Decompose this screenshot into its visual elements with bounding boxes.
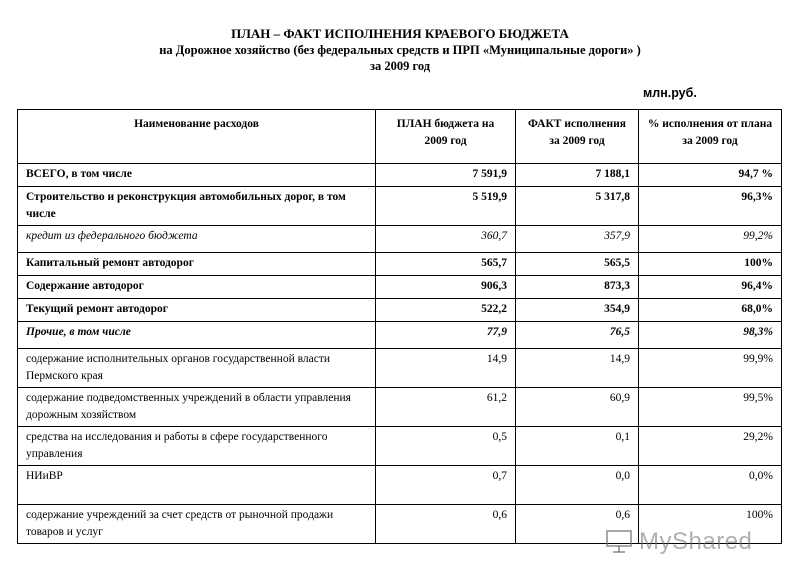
table-row	[18, 226, 782, 253]
row-plan: 5 519,9	[376, 187, 516, 226]
row-plan: 0,7	[376, 466, 516, 505]
row-percent: 99,9%	[639, 349, 782, 388]
presentation-icon	[605, 528, 633, 554]
unit-label: млн.руб.	[643, 86, 697, 100]
row-plan: 7 591,9	[376, 164, 516, 187]
row-percent: 99,2%	[639, 226, 782, 253]
title-line-3: за 2009 год	[369, 59, 431, 73]
row-fact: 565,5	[516, 253, 639, 276]
row-fact: 5 317,8	[516, 187, 639, 226]
row-fact: 76,5	[516, 322, 639, 349]
row-percent: 68,0%	[639, 299, 782, 322]
table-row	[18, 164, 782, 187]
header-name: Наименование расходов	[18, 110, 376, 164]
table-row	[18, 322, 782, 349]
row-fact: 357,9	[516, 226, 639, 253]
header-fact: ФАКТ исполнения за 2009 год	[516, 110, 639, 164]
title-line-2: на Дорожное хозяйство (без федеральных средств и ПРП «Муниципальные дороги» )	[159, 43, 641, 57]
title-line-1: ПЛАН – ФАКТ ИСПОЛНЕНИЯ КРАЕВОГО БЮДЖЕТА	[231, 26, 569, 41]
row-percent: 96,3%	[639, 187, 782, 226]
row-plan: 906,3	[376, 276, 516, 299]
row-percent: 0,0%	[639, 466, 782, 505]
row-name: содержание исполнительных органов государственной власти Пермского края	[18, 349, 376, 388]
table-row	[18, 276, 782, 299]
header-plan: ПЛАН бюджета на 2009 год	[376, 110, 516, 164]
row-name: Капитальный ремонт автодорог	[18, 253, 376, 276]
table-row	[18, 187, 782, 226]
row-plan: 565,7	[376, 253, 516, 276]
row-plan: 61,2	[376, 388, 516, 427]
row-name: содержание подведомственных учреждений в области управления дорожным хозяйством	[18, 388, 376, 427]
watermark	[605, 528, 752, 556]
row-fact: 0,1	[516, 427, 639, 466]
row-plan: 77,9	[376, 322, 516, 349]
row-fact: 0,6	[516, 505, 639, 544]
table-row	[18, 349, 782, 388]
row-plan: 0,6	[376, 505, 516, 544]
row-name: ВСЕГО, в том числе	[18, 164, 376, 187]
row-name: кредит из федерального бюджета	[18, 226, 376, 253]
header-percent: % исполнения от плана за 2009 год	[639, 110, 782, 164]
budget-table	[17, 109, 782, 544]
row-percent: 99,5%	[639, 388, 782, 427]
table-row	[18, 466, 782, 505]
row-percent: 98,3%	[639, 322, 782, 349]
row-name: средства на исследования и работы в сфере государственного управления	[18, 427, 376, 466]
row-fact: 0,0	[516, 466, 639, 505]
row-name: Содержание автодорог	[18, 276, 376, 299]
row-percent: 100%	[639, 505, 782, 544]
table-row	[18, 388, 782, 427]
row-plan: 0,5	[376, 427, 516, 466]
row-name: Текущий ремонт автодорог	[18, 299, 376, 322]
row-fact: 354,9	[516, 299, 639, 322]
row-plan: 360,7	[376, 226, 516, 253]
watermark-text: MyShared	[639, 528, 753, 555]
row-name: Прочие, в том числе	[18, 322, 376, 349]
row-name: НИиВР	[18, 466, 376, 505]
document-title	[0, 26, 800, 74]
row-fact: 873,3	[516, 276, 639, 299]
table-header-row	[18, 110, 782, 164]
row-name: содержание учреждений за счет средств от рыночной продажи товаров и услуг	[18, 505, 376, 544]
row-plan: 522,2	[376, 299, 516, 322]
row-percent: 100%	[639, 253, 782, 276]
table-row	[18, 427, 782, 466]
row-plan: 14,9	[376, 349, 516, 388]
row-percent: 96,4%	[639, 276, 782, 299]
row-percent: 94,7 %	[639, 164, 782, 187]
row-name: Строительство и реконструкция автомобильных дорог, в том числе	[18, 187, 376, 226]
row-fact: 7 188,1	[516, 164, 639, 187]
table-row	[18, 299, 782, 322]
row-fact: 60,9	[516, 388, 639, 427]
row-percent: 29,2%	[639, 427, 782, 466]
row-fact: 14,9	[516, 349, 639, 388]
table-row	[18, 253, 782, 276]
